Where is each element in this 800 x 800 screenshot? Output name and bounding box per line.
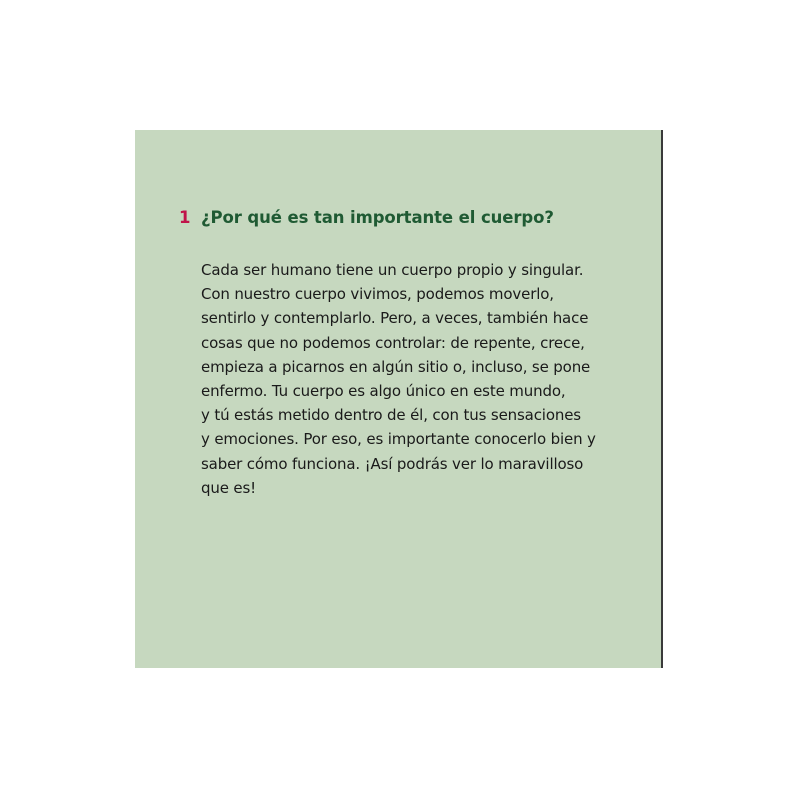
body-line: sentirlo y contemplarlo. Pero, a veces, también hace <box>201 309 589 328</box>
body-line: y emociones. Por eso, es importante conocerlo bien y <box>201 430 596 449</box>
body-line: saber cómo funciona. ¡Así podrás ver lo maravilloso <box>201 454 584 473</box>
body-paragraph <box>201 258 651 500</box>
page-panel <box>135 130 663 668</box>
body-line: cosas que no podemos controlar: de repente, crece, <box>201 333 585 352</box>
body-line: enfermo. Tu cuerpo es algo único en este mundo, <box>201 382 566 401</box>
body-line: Cada ser humano tiene un cuerpo propio y singular. <box>201 261 584 279</box>
body-line: empieza a picarnos en algún sitio o, incluso, se pone <box>201 357 591 376</box>
body-line: y tú estás metido dentro de él, con tus sensaciones <box>201 406 581 425</box>
body-line: Con nuestro cuerpo vivimos, podemos moverlo, <box>201 285 554 304</box>
body-line: que es! <box>201 478 257 497</box>
section-title: ¿Por qué es tan importante el cuerpo? <box>201 208 554 227</box>
section-heading <box>179 208 554 227</box>
section-number: 1 <box>179 208 191 227</box>
